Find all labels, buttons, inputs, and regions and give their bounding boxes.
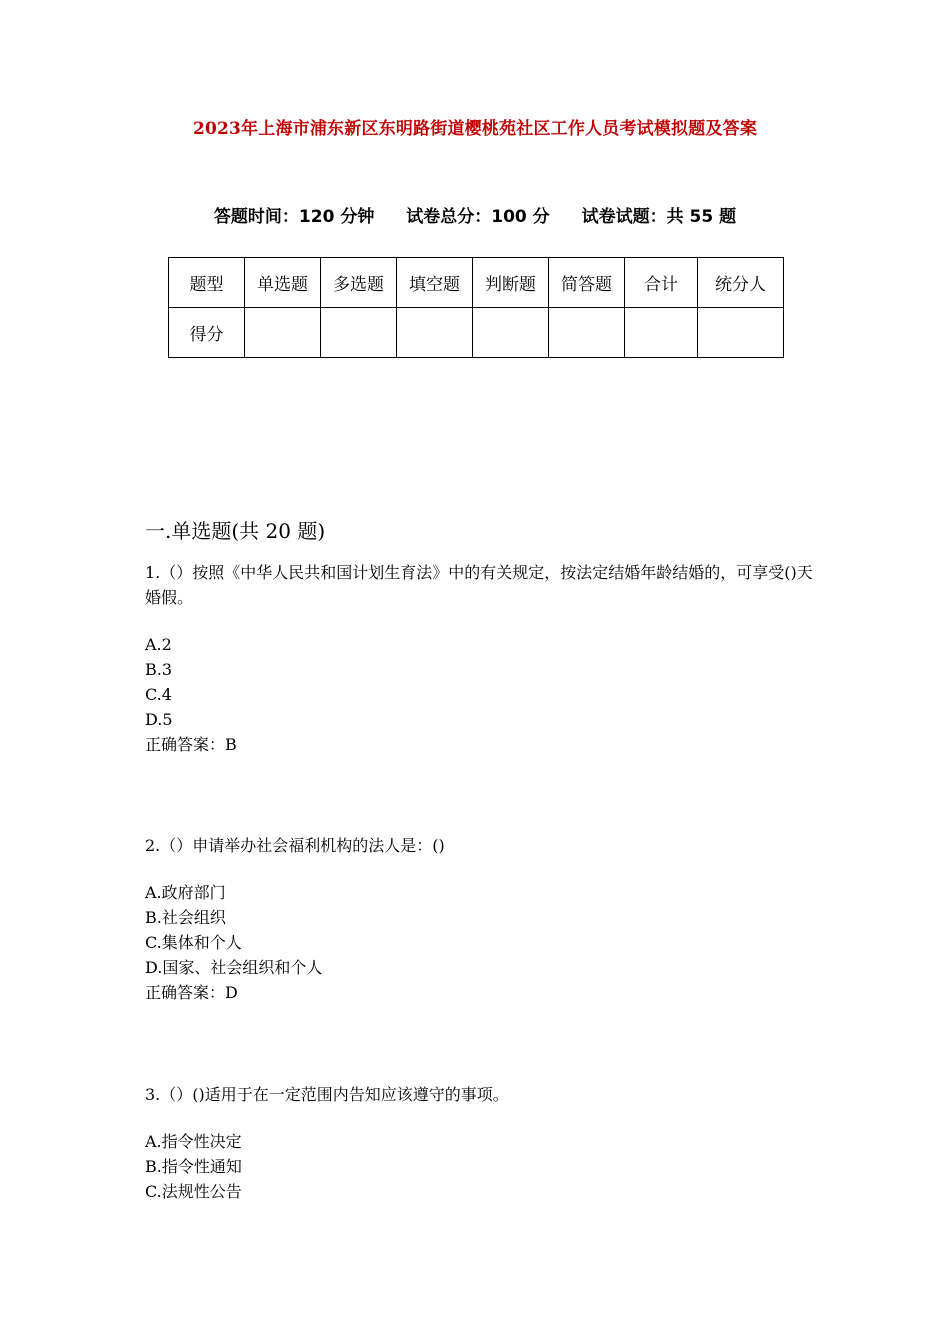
score-header-cell: 填空题 [397,258,473,308]
score-table-score-row [169,308,784,358]
score-table [168,257,784,358]
exam-meta [0,202,950,227]
document-title: 2023年上海市浦东新区东明路街道樱桃苑社区工作人员考试模拟题及答案 [192,119,758,139]
score-header-cell: 判断题 [473,258,549,308]
option-b: B.指令性通知 [145,1157,242,1176]
question-2 [145,833,815,1005]
option-b: B.社会组织 [145,908,226,927]
option-d: D.5 [145,710,173,729]
question-3 [145,1082,815,1204]
option-a: A.政府部门 [145,883,226,902]
score-cell [397,308,473,358]
score-row-label: 得分 [169,308,245,358]
score-header-cell: 合计 [625,258,698,308]
score-cell [473,308,549,358]
score-header-cell: 简答题 [549,258,625,308]
score-cell [321,308,397,358]
correct-answer: 正确答案：B [145,735,237,754]
question-stem: 2.（）申请举办社会福利机构的法人是：() [145,836,445,855]
correct-answer: 正确答案：D [145,983,238,1002]
question-1 [145,560,815,757]
option-a: A.指令性决定 [145,1132,242,1151]
exam-question-count: 试卷试题：共 55 题 [581,207,737,227]
score-header-cell: 单选题 [245,258,321,308]
score-header-cell: 多选题 [321,258,397,308]
option-c: C.法规性公告 [145,1182,242,1201]
option-b: B.3 [145,660,173,679]
score-table-header-row [169,258,784,308]
score-cell [549,308,625,358]
score-cell [245,308,321,358]
option-c: C.集体和个人 [145,933,242,952]
question-stem: 1.（）按照《中华人民共和国计划生育法》中的有关规定，按法定结婚年龄结婚的，可享受()天婚假。 [145,563,813,607]
score-cell [625,308,698,358]
exam-total-score: 试卷总分：100 分 [406,207,550,227]
section-title: 一.单选题(共 20 题) [145,519,326,543]
option-c: C.4 [145,685,172,704]
option-d: D.国家、社会组织和个人 [145,958,323,977]
score-header-cell: 题型 [169,258,245,308]
exam-time: 答题时间：120 分钟 [213,207,375,227]
option-a: A.2 [145,635,172,654]
score-cell [698,308,784,358]
question-stem: 3.（）()适用于在一定范围内告知应该遵守的事项。 [145,1085,509,1104]
score-header-cell: 统分人 [698,258,784,308]
